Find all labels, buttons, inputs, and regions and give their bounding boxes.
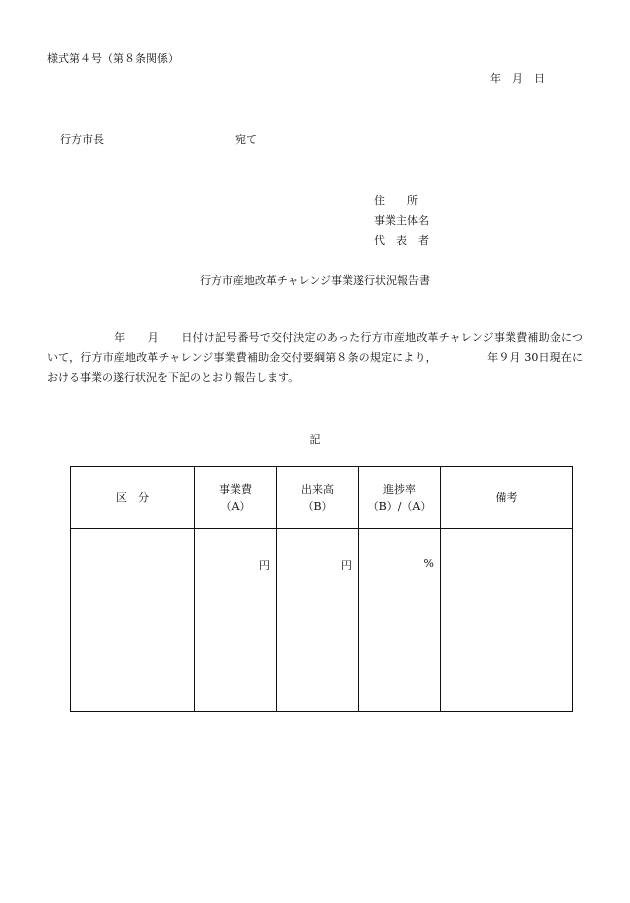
form-number: 様式第４号（第８条関係） [47, 52, 179, 65]
cell-cost [195, 529, 277, 712]
addressee-suffix: 宛て [235, 133, 257, 146]
cell-progress [359, 529, 441, 712]
header-output-code: （B） [302, 499, 333, 513]
header-output-label: 出来高 [301, 482, 334, 496]
header-cost-label: 事業費 [219, 482, 252, 496]
header-remarks: 備考 [441, 467, 573, 529]
report-table [70, 466, 573, 712]
cost-unit: 円 [259, 559, 270, 572]
body-paragraph [47, 328, 583, 388]
header-output [277, 467, 359, 529]
body-text: 年 月 日付け記号番号で交付決定のあった行方市産地改革チャレンジ事業費補助金について，行方市産地改革チャレンジ事業費補助金交付要綱第８条の規定により， 年９月 30日現在における事業の遂行状況を下記のとおり報告します。 [47, 331, 583, 384]
header-category: 区 分 [71, 467, 195, 529]
sender-address-label: 住 所 [374, 194, 418, 207]
cell-category [71, 529, 195, 712]
date-line: 年 月 日 [490, 72, 545, 85]
table-header-row [71, 467, 573, 529]
addressee [60, 131, 257, 147]
sender-organization-label: 事業主体名 [374, 214, 429, 227]
sender-representative-label: 代 表 者 [374, 234, 429, 247]
cell-output [277, 529, 359, 712]
cell-remarks [441, 529, 573, 712]
header-cost-code: （A） [220, 499, 251, 513]
document-title: 行方市産地改革チャレンジ事業遂行状況報告書 [199, 274, 431, 287]
header-progress-code: （B）/（A） [367, 499, 432, 513]
header-progress-label: 進捗率 [383, 482, 416, 496]
sender-block [374, 191, 429, 251]
addressee-name: 行方市長 [60, 133, 104, 146]
header-progress [359, 467, 441, 529]
header-cost [195, 467, 277, 529]
record-label: 記 [309, 433, 321, 446]
progress-unit: % [423, 557, 434, 570]
output-unit: 円 [341, 559, 352, 572]
table-row [71, 529, 573, 712]
